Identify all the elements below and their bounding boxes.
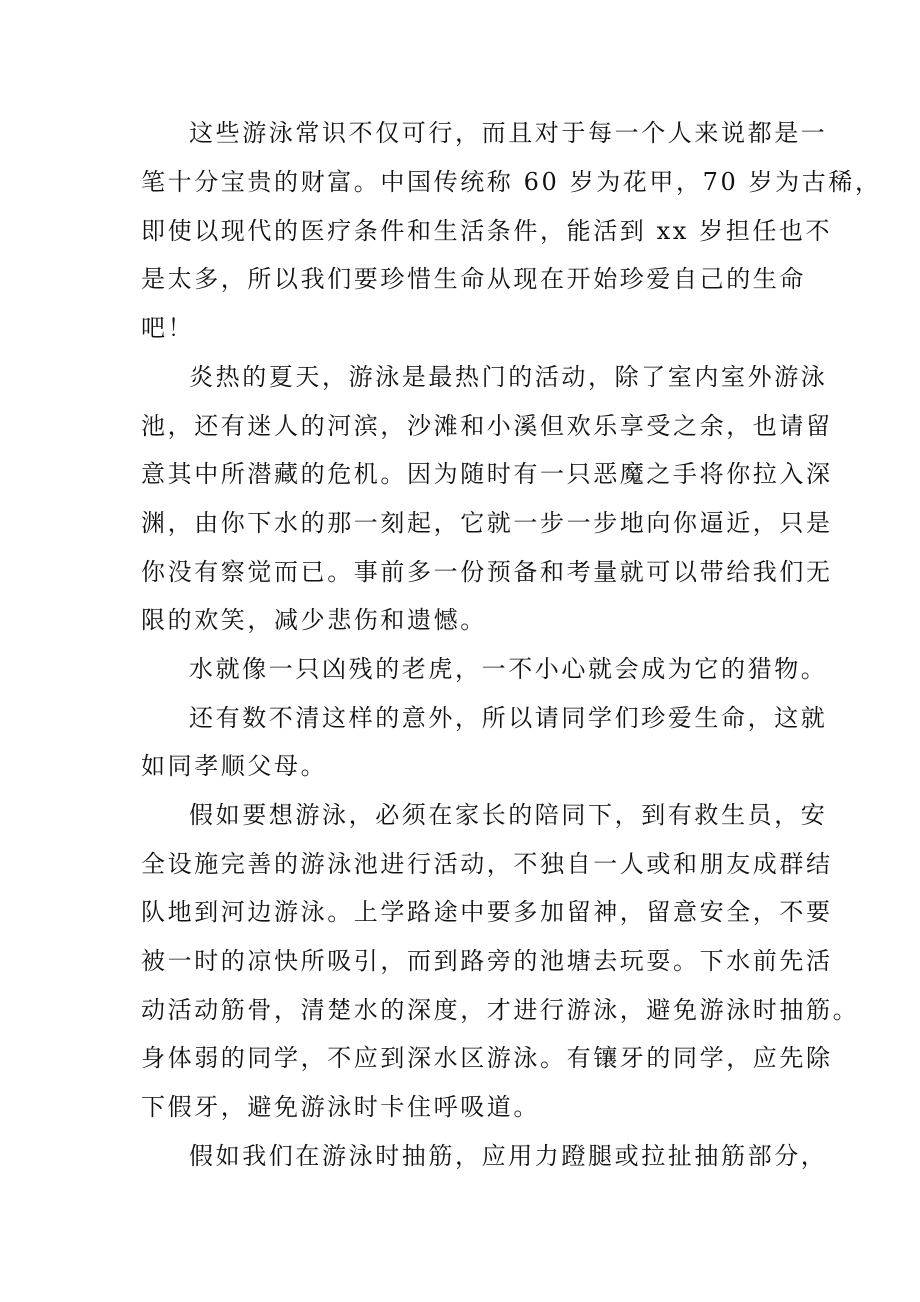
- text-line: 炎热的夏天，游泳是最热门的活动，除了室内室外游泳: [189, 363, 828, 391]
- text-line: 全设施完善的游泳池进行活动，不独自一人或和朋友成群结: [141, 850, 833, 878]
- text-line: 吧！: [141, 314, 195, 342]
- text-line: 意其中所潜藏的危机。因为随时有一只恶魔之手将你拉入深: [141, 460, 833, 488]
- text-line: 池，还有迷人的河滨，沙滩和小溪但欢乐享受之余，也请留: [141, 412, 833, 440]
- text-line: 渊，由你下水的那一刻起，它就一步一步地向你逼近，只是: [141, 509, 833, 537]
- text-line: 动活动筋骨，清楚水的深度，才进行游泳，避免游泳时抽筋。: [141, 996, 860, 1024]
- text-line: 假如要想游泳，必须在家长的陪同下，到有救生员，安: [189, 801, 828, 829]
- text-line: 还有数不清这样的意外，所以请同学们珍爱生命，这就: [189, 704, 828, 732]
- text-line: 如同孝顺父母。: [141, 752, 328, 780]
- text-line: 你没有察觉而已。事前多一份预备和考量就可以带给我们无: [141, 558, 833, 586]
- text-line: 水就像一只凶残的老虎，一不小心就会成为它的猎物。: [189, 655, 828, 683]
- text-line: 被一时的凉快所吸引，而到路旁的池塘去玩耍。下水前先活: [141, 947, 833, 975]
- text-line: 是太多，所以我们要珍惜生命从现在开始珍爱自己的生命: [141, 265, 806, 293]
- text-line: 下假牙，避免游泳时卡住呼吸道。: [141, 1093, 540, 1121]
- text-line: 即使以现代的医疗条件和生活条件，能活到 xx 岁担任也不: [141, 217, 833, 245]
- text-line: 这些游泳常识不仅可行，而且对于每一个人来说都是一: [189, 119, 828, 147]
- text-line: 队地到河边游泳。上学路途中要多加留神，留意安全，不要: [141, 898, 833, 926]
- text-line: 假如我们在游泳时抽筋，应用力蹬腿或拉扯抽筋部分，: [189, 1142, 828, 1170]
- text-line: 笔十分宝贵的财富。中国传统称 60 岁为花甲，70 岁为古稀，: [141, 168, 882, 196]
- text-line: 身体弱的同学，不应到深水区游泳。有镶牙的同学，应先除: [141, 1044, 833, 1072]
- text-line: 限的欢笑，减少悲伤和遗憾。: [141, 606, 487, 634]
